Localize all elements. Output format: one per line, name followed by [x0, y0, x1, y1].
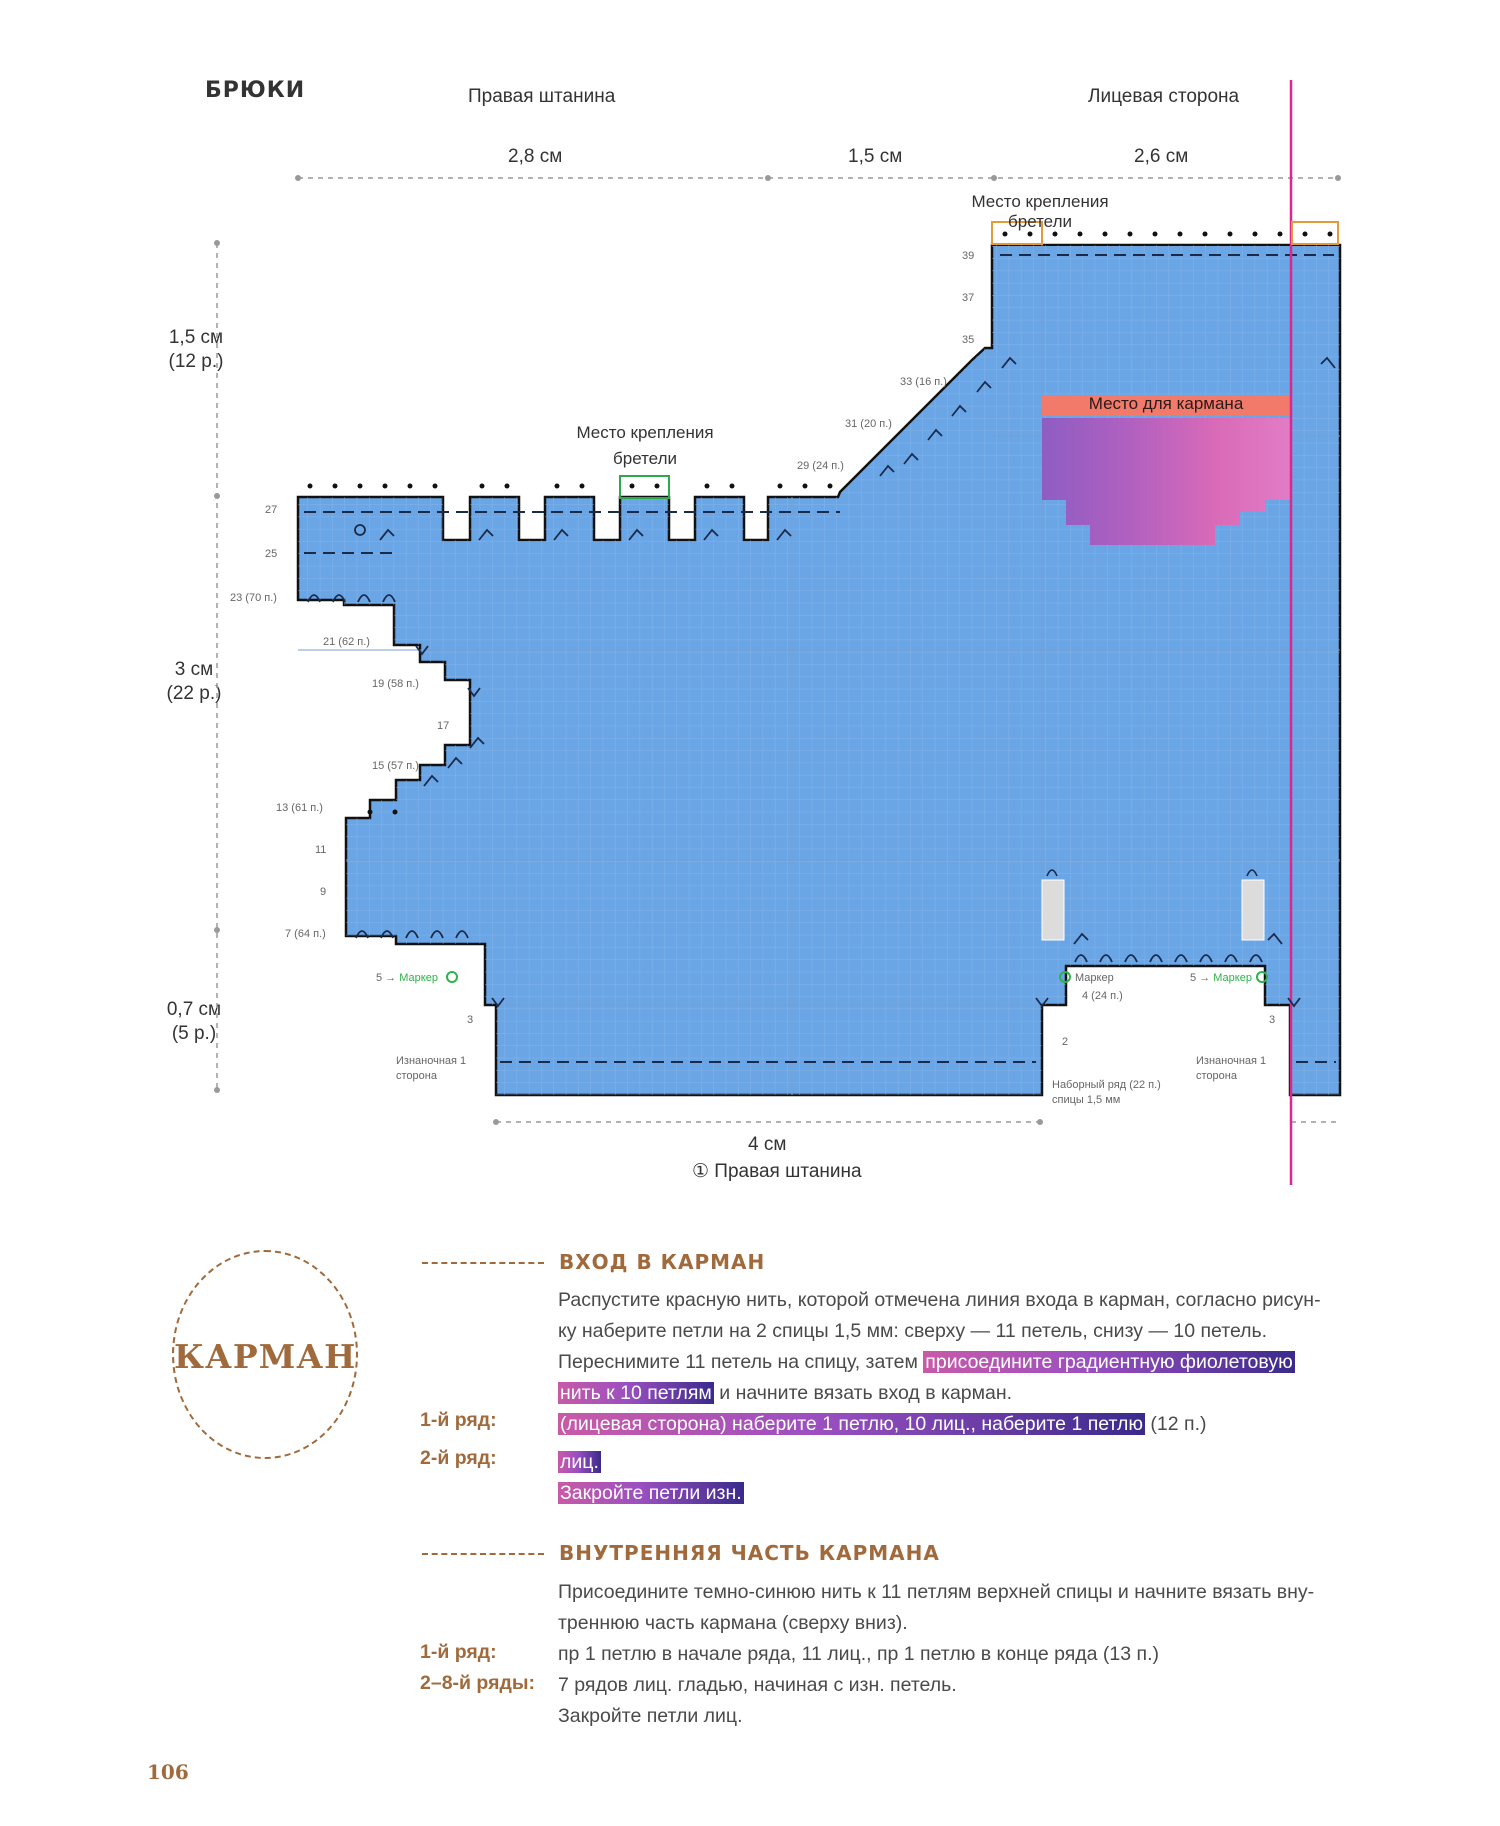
row-1-left	[396, 1054, 466, 1084]
row-5: 5 → Маркер	[376, 972, 438, 984]
marker-left	[447, 972, 457, 982]
sec2-heading: ВНУТРЕННЯЯ ЧАСТЬ КАРМАНА	[559, 1541, 940, 1565]
row-3-right: 3	[1269, 1014, 1276, 1026]
sec1-line3a: Переснимите 11 петель на спицу, затем	[558, 1351, 924, 1373]
row-33: 33 (16 п.)	[900, 376, 947, 388]
dim-top-3: 2,6 см	[1134, 146, 1189, 167]
sec1-row2-label: 2-й ряд:	[420, 1447, 497, 1469]
row-27: 27	[265, 504, 278, 516]
sec2-row28-label: 2–8-й ряды:	[420, 1672, 535, 1694]
row-31: 31 (20 п.)	[845, 418, 892, 430]
sec2-row1: пр 1 петлю в начале ряда, 11 лиц., пр 1 петлю в конце ряда (13 п.)	[558, 1643, 1159, 1665]
sec1-row1-tail: (12 п.)	[1144, 1413, 1207, 1435]
marker-mid-label: Маркер	[1075, 972, 1114, 984]
right-leg-label: Правая штанина	[468, 86, 616, 107]
dim-left-1-rows: (12 р.)	[168, 351, 224, 372]
row-4-label: 4 (24 п.)	[1082, 990, 1123, 1002]
row-7: 7 (64 п.)	[285, 928, 326, 940]
pocket-label: Место для кармана	[1088, 394, 1244, 413]
row-13: 13 (61 п.)	[276, 802, 323, 814]
row-5-marker: Маркер	[399, 972, 438, 984]
sec1-line4b: и начните вязать вход в карман.	[713, 1382, 1013, 1404]
row-2-label: 2	[1062, 1036, 1069, 1048]
pattern-grid	[298, 245, 1340, 1095]
sec1-row2b	[558, 1478, 1338, 1509]
row-35: 35	[962, 334, 975, 346]
face-side-label: Лицевая сторона	[1088, 86, 1240, 107]
dim-left-2-cm: 3 см	[174, 659, 214, 680]
row-3: 3	[467, 1014, 474, 1026]
sec1-line2: ку наберите петли на 2 спицы 1,5 мм: сверху — 11 петель, снизу — 10 петель.	[558, 1320, 1268, 1342]
marker-right-label: 5 → Маркер	[1190, 972, 1252, 984]
cast-on-line2: спицы 1,5 мм	[1052, 1094, 1121, 1106]
strap-top-label: Место крепления бретели	[971, 192, 1109, 231]
dim-left-1-cm: 1,5 см	[168, 327, 224, 348]
dim-bottom: 4 см	[748, 1134, 787, 1155]
sec1-line4	[558, 1378, 1338, 1409]
sec1-row2b-hl: Закройте петли изн.	[560, 1482, 742, 1504]
sec2-last: Закройте петли лиц.	[558, 1705, 743, 1727]
sec2-line1: Присоедините темно-синюю нить к 11 петлям верхней спицы и начните вязать вну-	[558, 1581, 1315, 1603]
row-29: 29 (24 п.)	[797, 460, 844, 472]
row-5-num: 5	[376, 972, 383, 984]
sec1-line3	[558, 1347, 1338, 1378]
sec2-row1-label: 1-й ряд:	[420, 1641, 497, 1663]
sec1-row1-hl: (лицевая сторона) наберите 1 петлю, 10 лиц., наберите 1 петлю	[560, 1413, 1143, 1435]
sec1-row1-label: 1-й ряд:	[420, 1409, 497, 1431]
row-15: 15 (57 п.)	[372, 760, 419, 772]
row-23: 23 (70 п.)	[230, 592, 277, 604]
dim-top-2: 1,5 см	[848, 146, 903, 167]
strap-mid-line1: Место крепления	[576, 423, 714, 442]
sec2-divider	[422, 1553, 544, 1555]
cast-on-label	[1052, 1078, 1161, 1108]
sec2-line2: треннюю часть кармана (сверху вниз).	[558, 1612, 908, 1634]
wrong-side-right: Изнаночная	[1196, 1055, 1257, 1067]
row-39: 39	[962, 250, 975, 262]
dim-left-3-cm: 0,7 см	[166, 999, 222, 1020]
row-1-right-num: 1	[1260, 1055, 1267, 1067]
section-title: БРЮКИ	[205, 78, 306, 103]
row-17: 17	[437, 720, 450, 732]
strap-mid-line2: бретели	[613, 449, 677, 468]
sec1-line1: Распустите красную нить, которой отмечена линия входа в карман, согласно рисун-	[558, 1289, 1321, 1311]
pocket-badge	[172, 1250, 358, 1459]
sec1-row2	[558, 1447, 1338, 1478]
side-left: сторона	[396, 1070, 437, 1082]
row-21: 21 (62 п.)	[323, 636, 370, 648]
gray-block-right	[1242, 880, 1264, 940]
sec1-heading: ВХОД В КАРМАН	[559, 1250, 766, 1274]
strap-mark-mid	[620, 476, 669, 498]
row-37: 37	[962, 292, 975, 304]
sec1-row2-hl: лиц.	[560, 1451, 599, 1473]
sec1-line3b: присоедините градиентную фиолетовую	[925, 1351, 1293, 1373]
side-right: сторона	[1196, 1070, 1237, 1082]
row-25: 25	[265, 548, 278, 560]
wrong-side-left: Изнаночная	[396, 1055, 457, 1067]
sec2-row28: 7 рядов лиц. гладью, начиная с изн. петель.	[558, 1674, 957, 1696]
sec2-body	[558, 1577, 1338, 1732]
gray-block-left	[1042, 880, 1064, 940]
sec1-line4a: нить к 10 петлям	[560, 1382, 712, 1404]
dim-left-2-rows: (22 р.)	[166, 683, 222, 704]
row-5-right-num: 5	[1190, 972, 1197, 984]
sec1-body	[558, 1285, 1338, 1509]
cast-on-line1: Наборный ряд (22 п.)	[1052, 1079, 1161, 1091]
row-1-right	[1196, 1054, 1266, 1084]
strap-mid-label	[560, 420, 730, 472]
pocket-badge-text: КАРМАН	[174, 1337, 357, 1376]
sec1-row1	[558, 1409, 1338, 1440]
dim-left-3-rows: (5 р.)	[171, 1023, 217, 1044]
row-19: 19 (58 п.)	[372, 678, 419, 690]
row-9: 9	[320, 886, 327, 898]
chart-caption: ① Правая штанина	[692, 1161, 862, 1182]
dim-top-1: 2,8 см	[508, 146, 563, 167]
sec1-divider	[422, 1262, 544, 1264]
row-1-left-num: 1	[460, 1055, 467, 1067]
page-number: 106	[147, 1760, 189, 1784]
row-5-right-marker: Маркер	[1213, 972, 1252, 984]
row-11: 11	[315, 844, 327, 856]
